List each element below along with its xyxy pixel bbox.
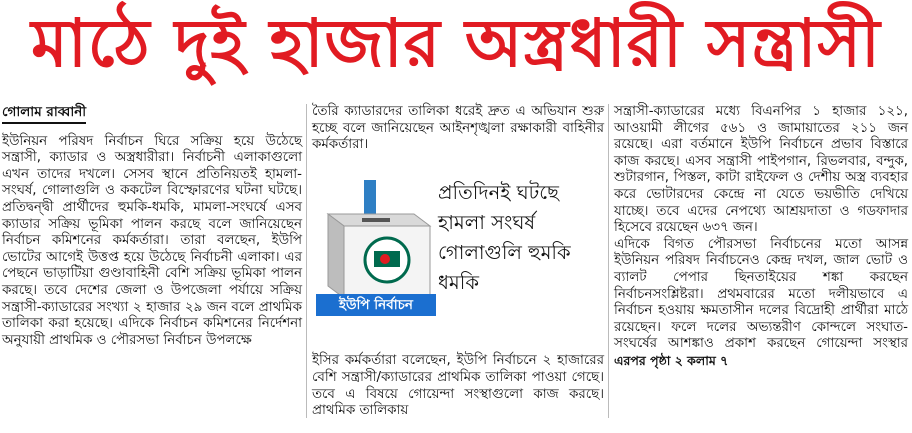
pull-quote (438, 178, 608, 298)
article-column-3 (614, 104, 908, 371)
paragraph-text: এদিকে বিগত পৌরসভা নির্বাচনের মতো আসন্ন ইউনিয়ন পরিষদ নির্বাচনেও কেন্দ্র দখল, জাল ভোট ও ব্যালট পেপার ছিনতাইয়ের শঙ্কা করছেন নির্বাচনসংশ্লিষ্টরা। প্রথমবারের মতো দলীয়ভাবে এ নির্বাচন হওয়ায় ক্ষমতাসীন দলের বিদ্রোহী প্রার্থীরা মাঠে রয়েছেন। ফলে দলের অভ্যন্তরীণ কোন্দলে সংঘাত-সংঘর্ষের আশঙ্কাও প্রকাশ করছেন গোয়েন্দা সংস্থার (614, 236, 908, 352)
pull-quote-line: ধমকি (438, 271, 479, 294)
paragraph: সন্ত্রাসী-ক্যাডারের মধ্যে বিএনপির ১ হাজার ১২১, আওয়ামী লীগের ৫৬১ ও জামায়াতের ২১১ জন রয়েছে। এরা বর্তমানে ইউপি নির্বাচনে প্রভাব বিস্তারে কাজ করছে। এসব সন্ত্রাসী পাইপগান, রিভলবার, বন্দুক, শুটারগান, পিস্তল, কাটা রাইফেল ও দেশীয় অস্ত্র ব্যবহার করে ভোটারদের কেন্দ্রে না যেতে ভয়ভীতি দেখিয়ে যাচ্ছে। তবে এদের নেপথ্যে আশ্রয়দাতা ও গডফাদার হিসেবে রয়েছেন ৬৩৭ জন। (614, 104, 908, 236)
paragraph: তৈরি ক্যাডারদের তালিকা ধরেই দ্রুত এ অভিযান শুরু হচ্ছে বলে জানিয়েছেন আইনশৃঙ্খলা রক্ষাকারী বাহিনীর কর্মকর্তারা। (312, 104, 604, 153)
headline: মাঠে দুই হাজার অস্ত্রধারী সন্ত্রাসী (31, 5, 881, 82)
byline: গোলাম রাব্বানী (2, 104, 86, 124)
pull-quote-line: প্রতিদিনই ঘটছে (438, 181, 559, 204)
pull-quote-box (314, 170, 610, 330)
paragraph: ইউনিয়ন পরিষদ নির্বাচন ঘিরে সক্রিয় হয়ে উঠেছে সন্ত্রাসী, ক্যাডার ও অস্ত্রধারীরা। নির্বাচনী এলাকাগুলো এখন তাদের দখলে। সেসব স্থানে প্রতিনিয়তই হামলা-সংঘর্ষ, গোলাগুলি ও ককটেল বিস্ফোরণের ঘটনা ঘটছে। প্রতিদ্বন্দ্বী প্রার্থীদের হুমকি-ধমকি, মামলা-সংঘর্ষে এসব ক্যাডার সক্রিয় ভূমিকা পালন করছে বলে জানিয়েছেন নির্বাচন কমিশনের কর্মকর্তারা। তারা বলছেন, ইউপি ভোটের আগেই উত্তপ্ত হয়ে উঠেছে নির্বাচনী এলাকা। এর পেছনে ভাড়াটিয়া গুণ্ডাবাহিনী বেশি সক্রিয় ভূমিকা পালন করছে। তবে দেশের জেলা ও উপজেলা পর্যায়ে সক্রিয় সন্ত্রাসী-ক্যাডারের সংখ্যা ২ হাজার ২৯ জন বলে প্রাথমিক তালিকা করা হয়েছে। এদিকে নির্বাচন কমিশনের নির্দেশনা অনুযায়ী প্রাথমিক ও পৌরসভা নির্বাচন উপলক্ষে (2, 133, 302, 348)
section-tag: ইউপি নির্বাচন (316, 294, 436, 316)
continuation-link[interactable]: এরপর পৃষ্ঠা ২ কলাম ৭ (614, 352, 729, 368)
article-column-1 (2, 104, 302, 349)
pull-quote-line: গোলাগুলি হুমকি (438, 241, 571, 264)
pull-quote-line: হামলা সংঘর্ষ (438, 211, 536, 234)
article-column-2-bottom (312, 340, 604, 433)
article-column-2-top (312, 104, 604, 154)
column-divider (306, 104, 307, 418)
paragraph (614, 237, 908, 371)
paragraph: ইসির কর্মকর্তারা বলেছেন, ইউপি নির্বাচনে ২ হাজারের বেশি সন্ত্রাসী/ক্যাডারের প্রাথমিক তালিকা পাওয়া গেছে। তবে এ বিষয়ে গোয়েন্দা সংস্থাগুলো কাজ করছে। প্রাথমিক তালিকায় (312, 353, 604, 419)
